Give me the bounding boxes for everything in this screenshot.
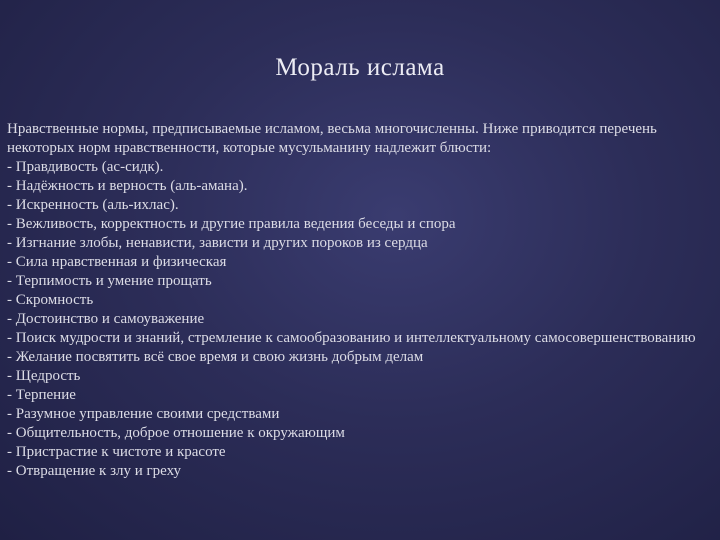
- list-item: - Вежливость, корректность и другие правила ведения беседы и спора: [7, 216, 456, 232]
- list-item: - Искренность (аль-ихлас).: [7, 197, 179, 213]
- norms-list: [7, 158, 711, 481]
- slide-title: Мораль ислама: [275, 54, 445, 81]
- list-item: - Изгнание злобы, ненависти, зависти и других пороков из сердца: [7, 235, 428, 251]
- list-item: - Разумное управление своими средствами: [7, 406, 280, 422]
- list-item: - Общительность, доброе отношение к окружающим: [7, 425, 345, 441]
- list-item: - Сила нравственная и физическая: [7, 254, 227, 270]
- list-item: - Отвращение к злу и греху: [7, 463, 182, 479]
- list-item: - Терпение: [7, 387, 76, 403]
- list-item: - Щедрость: [7, 368, 81, 384]
- list-item: - Терпимость и умение прощать: [7, 273, 212, 289]
- list-item: - Надёжность и верность (аль-амана).: [7, 178, 248, 194]
- list-item: - Правдивость (ас-сидк).: [7, 159, 164, 175]
- list-item: - Достоинство и самоуважение: [7, 311, 205, 327]
- intro-paragraph: Нравственные нормы, предписываемые исламом, весьма многочисленны. Ниже приводится перечень некоторых норм нравственности, которые мусульманину надлежит блюсти:: [7, 121, 657, 156]
- slide-body: [7, 120, 711, 481]
- list-item: - Скромность: [7, 292, 94, 308]
- list-item: - Желание посвятить всё свое время и свою жизнь добрым делам: [7, 349, 424, 365]
- list-item: - Пристрастие к чистоте и красоте: [7, 444, 226, 460]
- list-item: - Поиск мудрости и знаний, стремление к самообразованию и интеллектуальному самосовершенствованию: [7, 330, 696, 346]
